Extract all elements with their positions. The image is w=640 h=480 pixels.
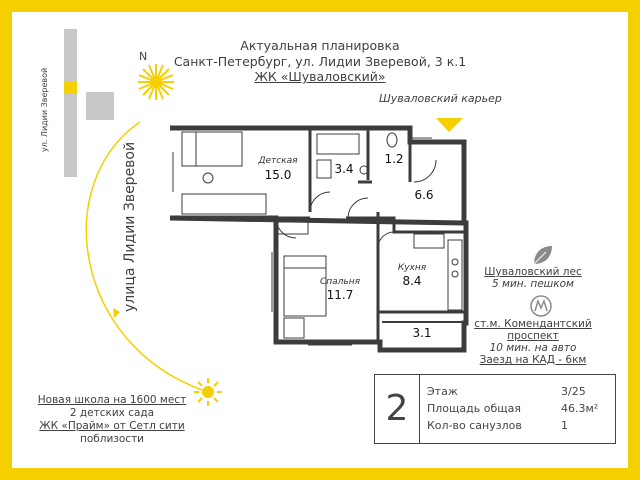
nearby-note: поблизости — [79, 433, 145, 445]
street-label-large: улица Лидии Зверевой — [122, 141, 138, 312]
rooms-count: 2 — [375, 375, 420, 443]
infrastructure-note — [32, 394, 192, 446]
room-label-bedroom: Спальня — [319, 277, 361, 287]
summary-table — [374, 374, 616, 444]
school-note: Новая школа на 1600 мест — [37, 394, 187, 406]
metro-name-line2: проспект — [507, 330, 559, 342]
north-label: N — [139, 50, 148, 63]
room-label-kids: Детская — [258, 156, 298, 166]
area-value: 46.3м² — [561, 402, 599, 415]
metro-time: 10 мин. на авто — [489, 342, 577, 354]
sun-path — [86, 122, 202, 390]
floor-plan — [170, 128, 468, 350]
street-label-small: ул. Лидии Зверевой — [40, 67, 49, 152]
area-label: Площадь общая — [427, 402, 521, 415]
sun-icon — [194, 378, 222, 406]
leaf-icon — [530, 244, 554, 266]
sun-arrow-icon — [113, 308, 120, 318]
room-area-bath: 3.4 — [334, 162, 354, 176]
plan-title: Актуальная планировка — [240, 38, 400, 53]
room-area-kids: 15.0 — [264, 168, 292, 182]
bath-label: Кол-во санузлов — [427, 419, 522, 432]
room-area-kitchen: 8.4 — [402, 274, 422, 288]
room-area-bedroom: 11.7 — [326, 288, 354, 302]
metro-name-line1: ст.м. Комендантский — [474, 318, 592, 330]
kindergarten-note: 2 детских сада — [69, 407, 155, 419]
forest-time: 5 мин. пешком — [492, 278, 574, 290]
floor-label: Этаж — [427, 385, 458, 398]
room-area-wc: 1.2 — [384, 152, 404, 166]
complex-name: ЖК «Шуваловский» — [254, 69, 386, 84]
plan-sheet — [12, 12, 628, 468]
neighbor-complex-note: ЖК «Прайм» от Сетл сити — [39, 420, 185, 432]
room-area-hall: 6.6 — [414, 188, 434, 202]
room-label-kitchen: Кухня — [397, 263, 427, 273]
address: Санкт-Петербург, ул. Лидии Зверевой, 3 к.1 — [173, 54, 467, 69]
kad-distance: Заезд на КАД - 6км — [479, 354, 587, 366]
room-area-balcony: 3.1 — [412, 326, 432, 340]
forest-name: Шуваловский лес — [484, 266, 582, 278]
entrance-marker-icon — [436, 118, 463, 132]
floor-value: 3/25 — [561, 385, 586, 398]
metro-icon — [528, 294, 554, 318]
bath-value: 1 — [561, 419, 568, 432]
quarry-label: Шуваловский карьер — [379, 92, 502, 105]
